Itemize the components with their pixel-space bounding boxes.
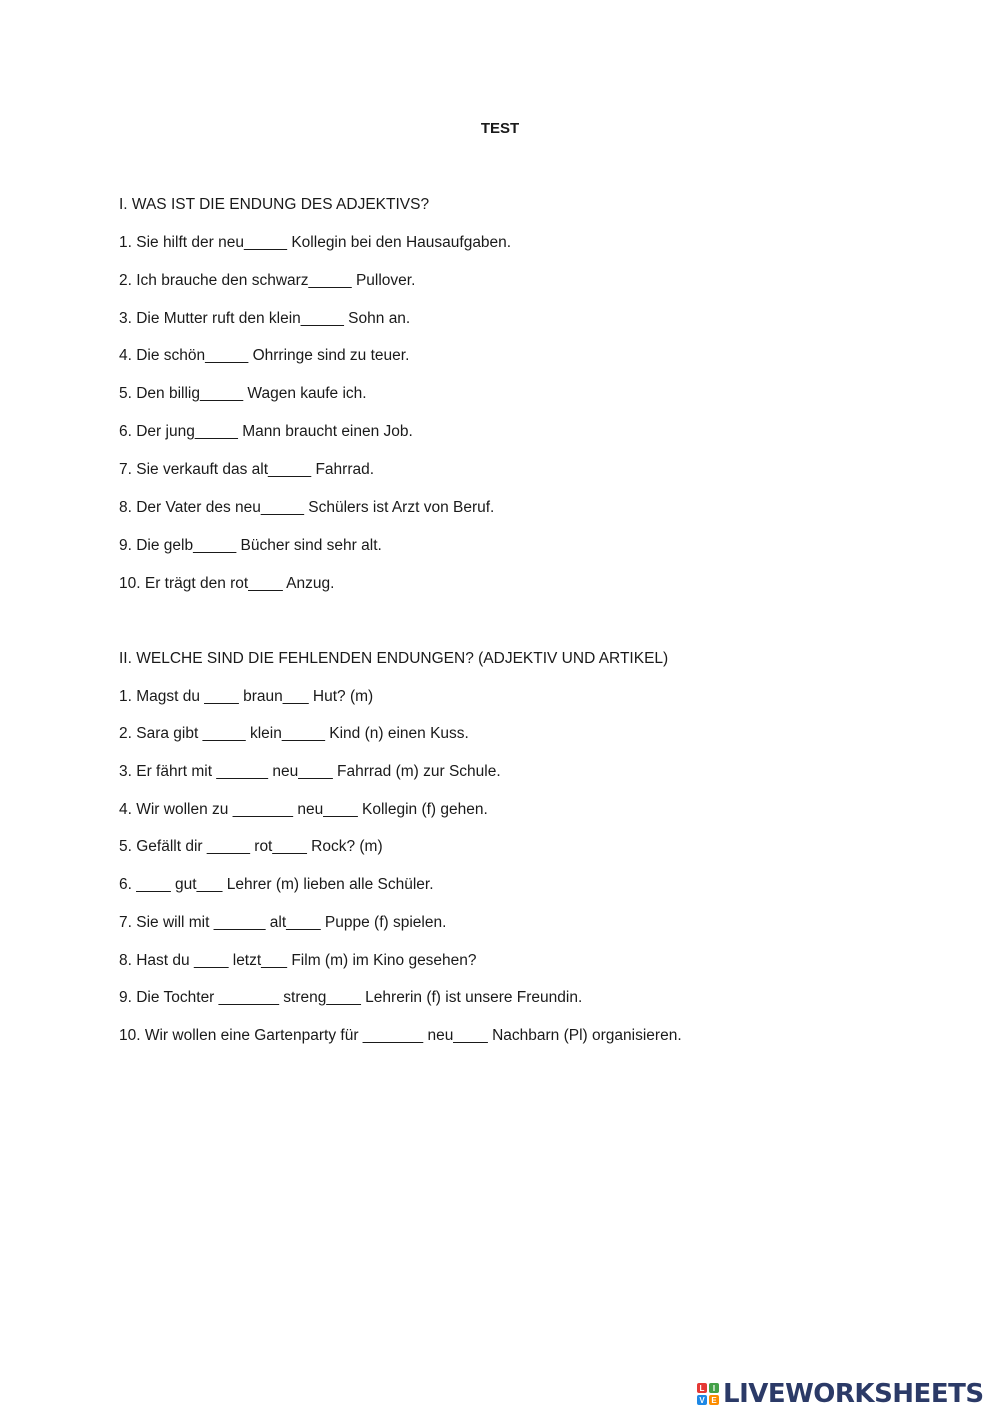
logo-letter: I	[709, 1383, 719, 1393]
exercise-item: 5. Den billig_____ Wagen kaufe ich.	[119, 385, 367, 402]
exercise-item: 2. Sara gibt _____ klein_____ Kind (n) einen Kuss.	[119, 725, 469, 742]
section-1-heading: I. WAS IST DIE ENDUNG DES ADJEKTIVS?	[119, 196, 430, 213]
exercise-item: 9. Die gelb_____ Bücher sind sehr alt.	[119, 537, 382, 554]
page-title: TEST	[480, 120, 520, 137]
brand-name: LIVEWORKSHEETS	[723, 1379, 984, 1409]
exercise-item: 10. Wir wollen eine Gartenparty für _______ neu____ Nachbarn (Pl) organisieren.	[119, 1027, 682, 1044]
exercise-item: 6. Der jung_____ Mann braucht einen Job.	[119, 423, 413, 440]
exercise-item: 8. Der Vater des neu_____ Schülers ist Arzt von Beruf.	[119, 499, 495, 516]
exercise-item: 3. Er fährt mit ______ neu____ Fahrrad (m) zur Schule.	[119, 763, 501, 780]
exercise-item: 7. Sie verkauft das alt_____ Fahrrad.	[119, 461, 375, 478]
exercise-item: 6. ____ gut___ Lehrer (m) lieben alle Schüler.	[119, 876, 434, 893]
liveworksheets-logo[interactable]	[697, 1378, 984, 1410]
section-2-heading: II. WELCHE SIND DIE FEHLENDEN ENDUNGEN? (ADJEKTIV UND ARTIKEL)	[119, 650, 669, 667]
exercise-item: 9. Die Tochter _______ streng____ Lehrerin (f) ist unsere Freundin.	[119, 989, 583, 1006]
exercise-item: 4. Wir wollen zu _______ neu____ Kollegin (f) gehen.	[119, 801, 488, 818]
logo-letter: V	[697, 1395, 707, 1405]
exercise-item: 7. Sie will mit ______ alt____ Puppe (f) spielen.	[119, 914, 447, 931]
exercise-item: 3. Die Mutter ruft den klein_____ Sohn an.	[119, 310, 411, 327]
exercise-item: 1. Sie hilft der neu_____ Kollegin bei den Hausaufgaben.	[119, 234, 512, 251]
logo-letter: E	[709, 1395, 719, 1405]
exercise-item: 2. Ich brauche den schwarz_____ Pullover.	[119, 272, 416, 289]
exercise-item: 1. Magst du ____ braun___ Hut? (m)	[119, 688, 374, 705]
logo-letter: L	[697, 1383, 707, 1393]
exercise-item: 4. Die schön_____ Ohrringe sind zu teuer.	[119, 347, 410, 364]
exercise-item: 5. Gefällt dir _____ rot____ Rock? (m)	[119, 838, 383, 855]
exercise-item: 10. Er trägt den rot____ Anzug.	[119, 575, 335, 592]
exercise-item: 8. Hast du ____ letzt___ Film (m) im Kino gesehen?	[119, 952, 477, 969]
brand-icon	[697, 1383, 719, 1405]
